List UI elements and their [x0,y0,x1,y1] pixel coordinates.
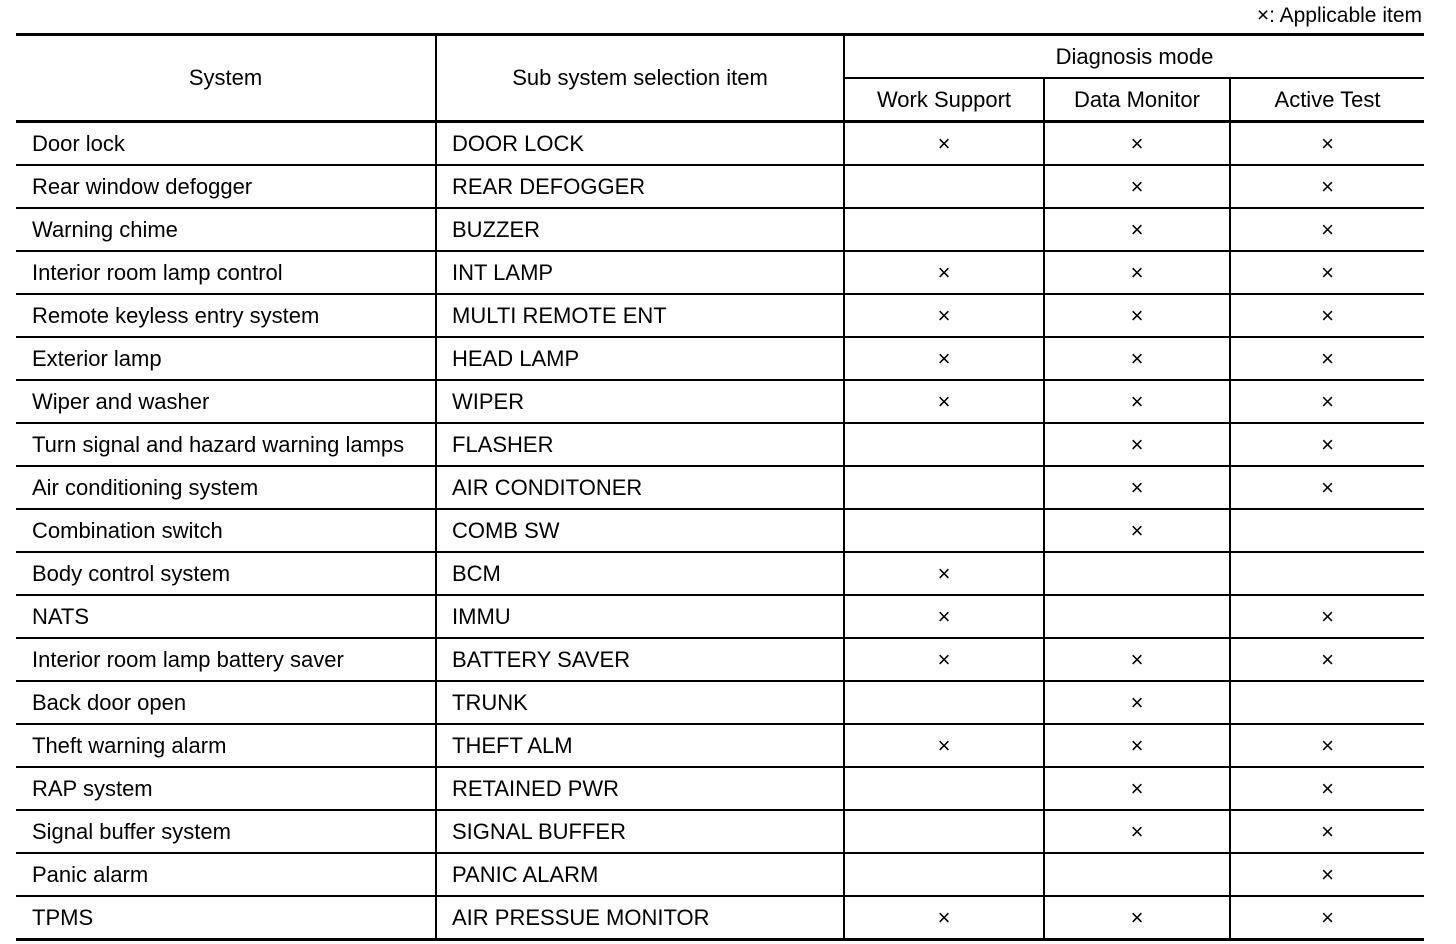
work-support-mark: × [844,380,1044,423]
table-row [16,767,1424,810]
active-test-mark [1230,552,1424,595]
system-cell: Interior room lamp battery saver [16,638,436,681]
work-support-mark: × [844,251,1044,294]
data-monitor-mark: × [1044,681,1230,724]
table-row [16,724,1424,767]
work-support-mark [844,509,1044,552]
table-row [16,423,1424,466]
active-test-mark: × [1230,294,1424,337]
work-support-mark: × [844,595,1044,638]
work-support-mark [844,681,1044,724]
data-monitor-mark: × [1044,294,1230,337]
subsystem-cell: FLASHER [436,423,844,466]
system-cell: Air conditioning system [16,466,436,509]
work-support-mark [844,208,1044,251]
subsystem-cell: HEAD LAMP [436,337,844,380]
active-test-mark: × [1230,724,1424,767]
system-cell: Turn signal and hazard warning lamps [16,423,436,466]
header-work-support: Work Support [844,78,1044,122]
header-system: System [16,35,436,122]
data-monitor-mark: × [1044,767,1230,810]
data-monitor-mark: × [1044,638,1230,681]
work-support-mark [844,767,1044,810]
table-row [16,853,1424,896]
system-cell: RAP system [16,767,436,810]
table-row [16,896,1424,940]
work-support-mark: × [844,294,1044,337]
work-support-mark [844,423,1044,466]
subsystem-cell: PANIC ALARM [436,853,844,896]
subsystem-cell: BUZZER [436,208,844,251]
active-test-mark: × [1230,595,1424,638]
header-subsystem: Sub system selection item [436,35,844,122]
active-test-mark: × [1230,337,1424,380]
active-test-mark: × [1230,251,1424,294]
data-monitor-mark [1044,853,1230,896]
applicable-item-legend: ×: Applicable item [1256,4,1422,27]
table-row [16,122,1424,166]
work-support-mark: × [844,724,1044,767]
active-test-mark [1230,681,1424,724]
table-row [16,208,1424,251]
table-row [16,380,1424,423]
system-cell: Signal buffer system [16,810,436,853]
data-monitor-mark: × [1044,810,1230,853]
subsystem-cell: INT LAMP [436,251,844,294]
work-support-mark [844,466,1044,509]
system-cell: Theft warning alarm [16,724,436,767]
active-test-mark: × [1230,767,1424,810]
work-support-mark: × [844,638,1044,681]
data-monitor-mark [1044,595,1230,638]
subsystem-cell: TRUNK [436,681,844,724]
system-cell: Panic alarm [16,853,436,896]
table-row [16,681,1424,724]
subsystem-cell: MULTI REMOTE ENT [436,294,844,337]
header-data-monitor: Data Monitor [1044,78,1230,122]
subsystem-cell: AIR PRESSUE MONITOR [436,896,844,940]
system-cell: Body control system [16,552,436,595]
table-header [16,35,1424,122]
subsystem-cell: REAR DEFOGGER [436,165,844,208]
table-row [16,552,1424,595]
data-monitor-mark: × [1044,208,1230,251]
work-support-mark [844,165,1044,208]
active-test-mark: × [1230,810,1424,853]
subsystem-cell: THEFT ALM [436,724,844,767]
data-monitor-mark: × [1044,509,1230,552]
active-test-mark [1230,509,1424,552]
subsystem-cell: DOOR LOCK [436,122,844,166]
system-cell: Rear window defogger [16,165,436,208]
active-test-mark: × [1230,208,1424,251]
table-row [16,165,1424,208]
data-monitor-mark: × [1044,896,1230,940]
active-test-mark: × [1230,466,1424,509]
work-support-mark: × [844,552,1044,595]
table-row [16,294,1424,337]
subsystem-cell: BATTERY SAVER [436,638,844,681]
system-cell: Back door open [16,681,436,724]
subsystem-cell: SIGNAL BUFFER [436,810,844,853]
system-cell: Door lock [16,122,436,166]
table-body [16,122,1424,940]
work-support-mark: × [844,896,1044,940]
subsystem-cell: RETAINED PWR [436,767,844,810]
system-cell: Combination switch [16,509,436,552]
subsystem-cell: COMB SW [436,509,844,552]
work-support-mark [844,810,1044,853]
table-row [16,251,1424,294]
active-test-mark: × [1230,896,1424,940]
table-row [16,337,1424,380]
system-cell: NATS [16,595,436,638]
system-cell: Interior room lamp control [16,251,436,294]
data-monitor-mark: × [1044,423,1230,466]
data-monitor-mark: × [1044,337,1230,380]
system-cell: Exterior lamp [16,337,436,380]
table-row [16,638,1424,681]
work-support-mark [844,853,1044,896]
table-row [16,810,1424,853]
active-test-mark: × [1230,423,1424,466]
data-monitor-mark: × [1044,122,1230,166]
data-monitor-mark: × [1044,724,1230,767]
diagnosis-mode-table [16,33,1424,941]
data-monitor-mark: × [1044,165,1230,208]
subsystem-cell: AIR CONDITONER [436,466,844,509]
data-monitor-mark: × [1044,466,1230,509]
active-test-mark: × [1230,638,1424,681]
subsystem-cell: WIPER [436,380,844,423]
table-row [16,595,1424,638]
active-test-mark: × [1230,380,1424,423]
subsystem-cell: IMMU [436,595,844,638]
header-active-test: Active Test [1230,78,1424,122]
system-cell: Wiper and washer [16,380,436,423]
data-monitor-mark [1044,552,1230,595]
system-cell: TPMS [16,896,436,940]
data-monitor-mark: × [1044,251,1230,294]
system-cell: Warning chime [16,208,436,251]
header-diagnosis-mode: Diagnosis mode [844,35,1424,79]
active-test-mark: × [1230,122,1424,166]
active-test-mark: × [1230,165,1424,208]
subsystem-cell: BCM [436,552,844,595]
work-support-mark: × [844,122,1044,166]
system-cell: Remote keyless entry system [16,294,436,337]
data-monitor-mark: × [1044,380,1230,423]
table-row [16,509,1424,552]
active-test-mark: × [1230,853,1424,896]
work-support-mark: × [844,337,1044,380]
table-row [16,466,1424,509]
